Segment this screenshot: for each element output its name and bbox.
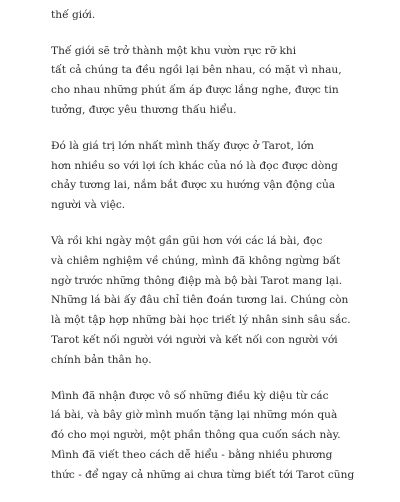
book-page	[51, 0, 356, 502]
paragraph-2: Thế giới sẽ trở thành một khu vườn rực rỡ khi tất cả chúng ta đều ngồi lại bên nhau, có mặt vì nhau, cho nhau những phút ấm áp được lắng nghe, được tin tưởng, được yêu thương thấu hiểu.	[51, 44, 342, 116]
paragraph-3: Đó là giá trị lớn nhất mình thấy được ở Tarot, lớn hơn nhiều so với lợi ích khác của nó là đọc được dòng chảy tương lai, nắm bắt được xu hướng vận động của người và việc.	[51, 139, 338, 212]
paragraph-1: thế giới.	[51, 8, 96, 21]
paragraph-5: Mình đã nhận được vô số những điều kỳ diệu từ các lá bài, và bây giờ mình muốn tặng lại những món quà đó cho mọi người, một phần thông qua cuốn sách này. Mình đã viết theo cách dễ hiểu - bằng nhiều phương thức - để ngay cả những ai chưa từng biết tới Tarot cũng	[51, 389, 355, 481]
paragraph-4: Và rồi khi ngày một gần gũi hơn với các lá bài, đọc và chiêm nghiệm về chúng, mình đã không ngừng bất ngờ trước những thông điệp mà bộ bài Tarot mang lại. Những lá bài ấy đâu chỉ tiên đoán tương lai. Chúng còn là một tập hợp những bài học triết lý nhân sinh sâu sắc. Tarot kết nối người với người và kết nối con người với chính bản thân họ.	[51, 234, 351, 366]
